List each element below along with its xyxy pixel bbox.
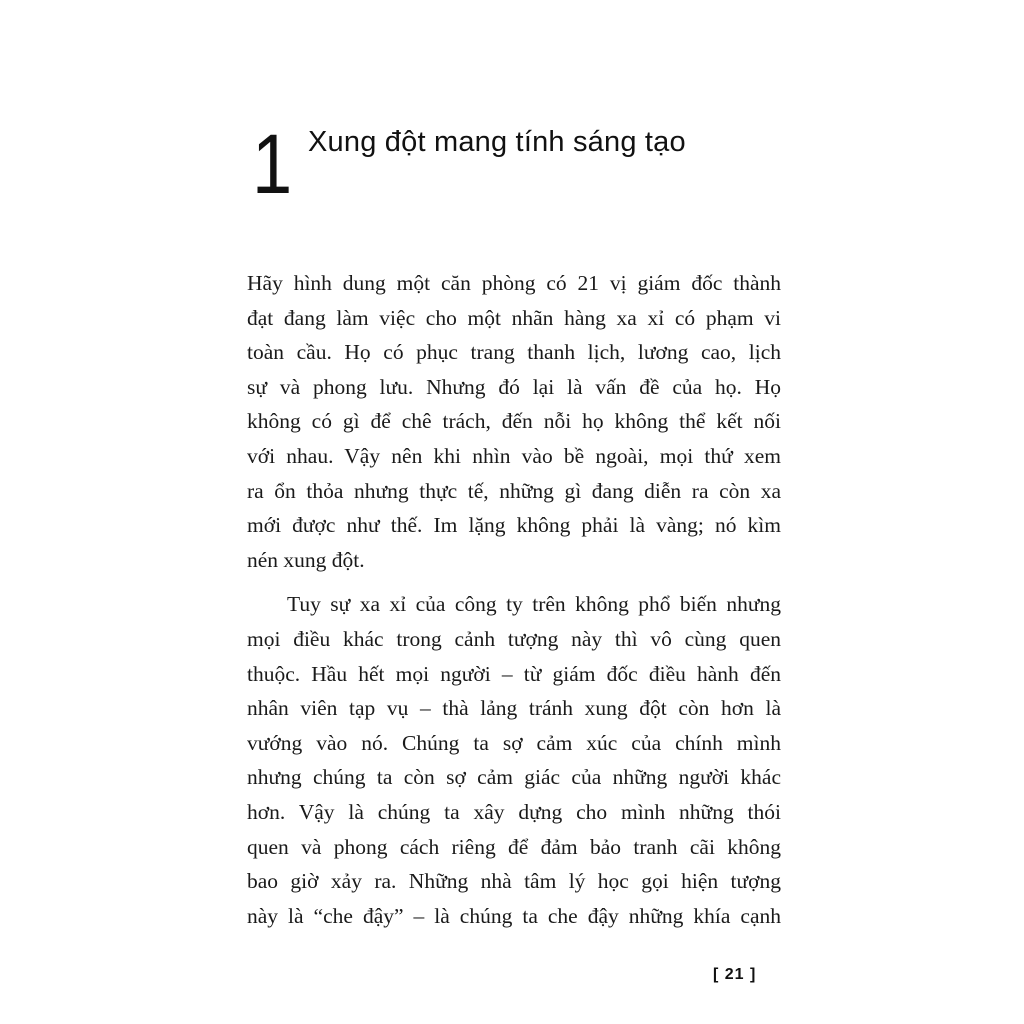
text-line: nhân viên tạp vụ – thà lảng tránh xung đột còn hơn là [247,696,781,721]
text-line: quen và phong cách riêng để đảm bảo tranh cãi không [247,834,781,859]
text-line: với nhau. Vậy nên khi nhìn vào bề ngoài, mọi thứ xem [247,443,781,468]
paragraph-spacer [247,577,781,587]
text-line: mọi điều khác trong cảnh tượng này thì vô cùng quen [247,626,781,651]
chapter-number: 1 [252,117,293,211]
body-text [247,266,781,933]
text-line: sự và phong lưu. Nhưng đó lại là vấn đề của họ. Họ [247,374,781,399]
text-line: hơn. Vậy là chúng ta xây dựng cho mình những thói [247,799,781,824]
text-line: mới được như thế. Im lặng không phải là vàng; nó kìm [247,513,781,538]
text-line: Tuy sự xa xỉ của công ty trên không phổ biến nhưng [287,592,781,617]
text-line: không có gì để chê trách, đến nỗi họ không thể kết nối [247,409,781,434]
text-line: bao giờ xảy ra. Những nhà tâm lý học gọi hiện tượng [247,869,781,894]
text-line: thuộc. Hầu hết mọi người – từ giám đốc điều hành đến [247,661,781,686]
text-line: này là “che đậy” – là chúng ta che đậy những khía cạnh [247,903,781,928]
page-number: [ 21 ] [713,966,757,983]
text-line: đạt đang làm việc cho một nhãn hàng xa xỉ có phạm vi [247,305,781,330]
text-line: vướng vào nó. Chúng ta sợ cảm xúc của chính mình [247,730,781,755]
chapter-heading [252,117,686,211]
chapter-title: Xung đột mang tính sáng tạo [308,126,686,158]
text-line: toàn cầu. Họ có phục trang thanh lịch, lương cao, lịch [247,340,781,365]
text-line: ra ổn thỏa nhưng thực tế, những gì đang diễn ra còn xa [247,478,781,503]
paragraph-1 [247,266,781,577]
text-line: nhưng chúng ta còn sợ cảm giác của những người khác [247,765,781,790]
text-line: Hãy hình dung một căn phòng có 21 vị giám đốc thành [247,271,781,295]
text-line: nén xung đột. [247,547,365,572]
paragraph-2 [247,587,781,933]
